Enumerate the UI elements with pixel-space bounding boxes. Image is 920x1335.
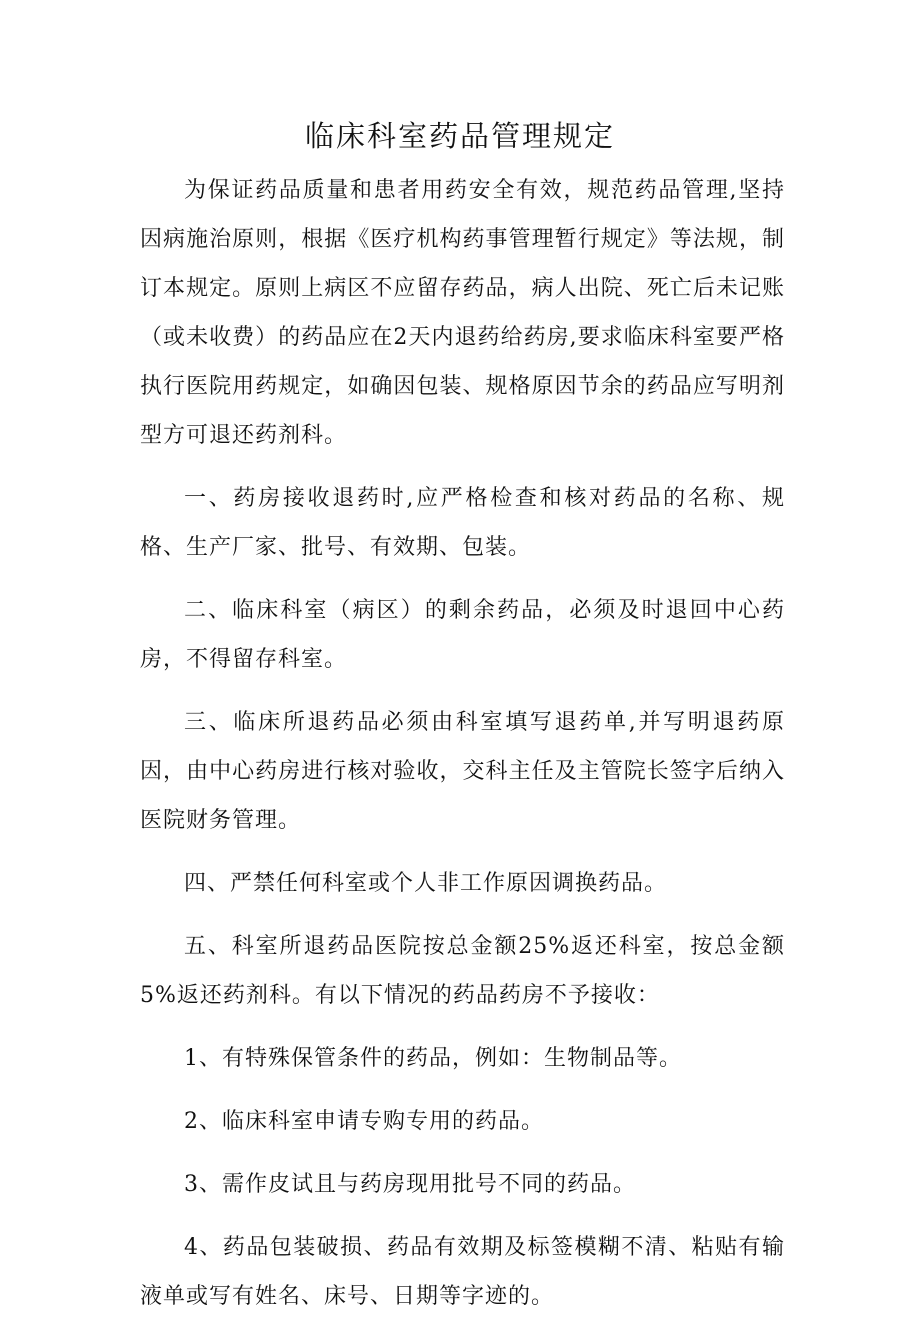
paragraph-rule-2: 二、临床科室（病区）的剩余药品，必须及时退回中心药房，不得留存科室。 [140,598,785,672]
list-item-4: 4、药品包装破损、药品有效期及标签模糊不清、粘贴有输液单或写有姓名、床号、日期等字迹的。 [140,1235,785,1309]
paragraph-rule-5: 五、科室所退药品医院按总金额25%返还科室，按总金额5%返还药剂科。有以下情况的药品药房不予接收： [140,934,785,1008]
paragraph-intro: 为保证药品质量和患者用药安全有效，规范药品管理,坚持因病施治原则，根据《医疗机构药事管理暂行规定》等法规，制订本规定。原则上病区不应留存药品，病人出院、死亡后未记账（或未收费）的药品应在2天内退药给药房,要求临床科室要严格执行医院用药规定，如确因包装、规格原因节余的药品应写明剂型方可退还药剂科。 [140,178,785,448]
list-item-2: 2、临床科室申请专购专用的药品。 [184,1109,544,1134]
paragraph-rule-3: 三、临床所退药品必须由科室填写退药单,并写明退药原因，由中心药房进行核对验收，交科主任及主管院长签字后纳入医院财务管理。 [140,710,785,833]
page-title: 临床科室药品管理规定 [304,119,615,153]
paragraph-rule-1: 一、药房接收退药时,应严格检查和核对药品的名称、规格、生产厂家、批号、有效期、包装。 [140,486,785,560]
document-body [140,166,785,1335]
paragraph-rule-4: 四、严禁任何科室或个人非工作原因调换药品。 [184,871,668,896]
list-item-3: 3、需作皮试且与药房现用批号不同的药品。 [184,1172,636,1197]
list-item-1: 1、有特殊保管条件的药品，例如：生物制品等。 [184,1046,682,1071]
